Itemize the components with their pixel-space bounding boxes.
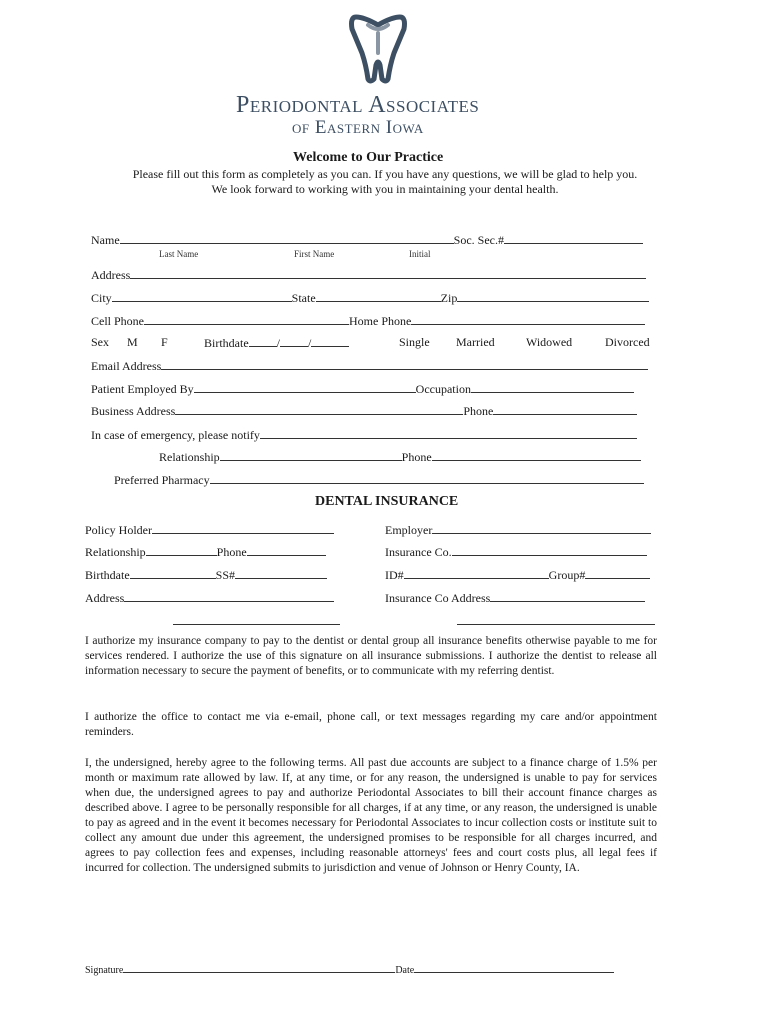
sex-f-option[interactable]: F — [161, 335, 168, 349]
single-option[interactable]: Single — [399, 335, 430, 349]
widowed-option[interactable]: Widowed — [526, 335, 573, 349]
intro-line-1: Please fill out this form as completely as you can. If you have any questions, we will be glad to help you. — [132, 167, 638, 181]
authorization-paragraph: I authorize my insurance company to pay to the dentist or dental group all insurance benefits otherwise payable to me for services rendered. I authorize the use of this signature on all insurance submissions. I authorize the dentist to release all information necessary to secure the payment of benefits, or to communicate with my referring dentist. — [85, 635, 657, 677]
soc-sec-label: Soc. Sec.# — [453, 233, 504, 247]
date-label: Date — [395, 965, 415, 976]
id-group-row[interactable] — [385, 567, 650, 583]
insurance-address-label: Address — [85, 591, 125, 605]
pharmacy-label: Preferred Pharmacy — [114, 473, 210, 487]
name-label: Name — [91, 233, 120, 247]
contact-authorization-paragraph: I authorize the office to contact me via e-email, phone call, or text messages regarding my care and/or appointment reminders. — [85, 711, 657, 738]
id-label: ID# — [385, 568, 404, 582]
insurance-co-address-field[interactable] — [385, 590, 645, 606]
emergency-relationship-label: Relationship — [159, 450, 220, 464]
email-label: Email Address — [91, 359, 162, 373]
group-label: Group# — [548, 568, 586, 582]
city-state-zip-row[interactable] — [91, 290, 649, 306]
insurance-heading: DENTAL INSURANCE — [315, 494, 459, 509]
policy-holder-label: Policy Holder — [85, 523, 152, 537]
tooth-logo-icon — [348, 13, 408, 85]
birthdate-field[interactable]: Birthdate / / — [204, 335, 349, 351]
insurance-birthdate-row[interactable] — [85, 567, 327, 583]
last-name-caption: Last Name — [159, 249, 199, 259]
financial-terms-paragraph: I, the undersigned, hereby agree to the following terms. All past due accounts are subject to a finance charge of 1.5% per month or maximum rate allowed by law. If, at any time, or for any reason, the undersigned is unable to pay for services when due, the undersigned agrees to pay and authorize Periodontal Associates to bill their account finance charges as described above. I agree to be personally responsible for all charges, if at any time, or any reason, the undersigned is unable to pay as agreed and in the event it becomes necessary for Periodontal Associates to incur collection costs or institute suit to collect any amount due under this agreement, the undersigned promises to be responsible for all charges incurred, and agrees to pay collection fees and expenses, including reasonable attorneys' fees and court costs plus, all legal fees if incurred for collection. The undersigned submits to jurisdiction and venue of Johnson or Henry County, IA. — [85, 757, 657, 874]
employed-by-label: Patient Employed By — [91, 382, 194, 396]
phone-row[interactable] — [91, 313, 645, 329]
cell-phone-label: Cell Phone — [91, 314, 144, 328]
insurance-address-field[interactable] — [85, 590, 334, 606]
first-name-caption: First Name — [294, 249, 335, 259]
employer-field[interactable] — [385, 522, 651, 538]
policy-holder-field[interactable] — [85, 522, 334, 538]
birthdate-label: Birthdate — [204, 336, 249, 350]
city-label: City — [91, 291, 112, 305]
name-field[interactable] — [91, 232, 643, 248]
initial-caption: Initial — [409, 249, 431, 259]
email-field[interactable] — [91, 358, 648, 374]
divorced-option[interactable]: Divorced — [605, 335, 650, 349]
insurance-phone-label: Phone — [216, 545, 247, 559]
emergency-field[interactable] — [91, 427, 637, 443]
state-label: State — [291, 291, 316, 305]
sex-label: Sex — [91, 335, 109, 349]
intro-line-2: We look forward to working with you in maintaining your dental health. — [211, 182, 559, 196]
business-address-label: Business Address — [91, 404, 176, 418]
home-phone-label: Home Phone — [349, 314, 412, 328]
insurance-co-address-line-2[interactable] — [457, 613, 655, 625]
business-row[interactable] — [91, 403, 637, 419]
logo-line-1: Periodontal Associates — [236, 92, 480, 118]
signature-label: Signature — [85, 965, 124, 976]
page-title: Welcome to Our Practice — [293, 150, 444, 165]
employer-label: Employer — [385, 523, 433, 537]
pharmacy-field[interactable] — [114, 472, 644, 488]
ss-label: SS# — [215, 568, 236, 582]
employment-row[interactable] — [91, 381, 634, 397]
married-option[interactable]: Married — [456, 335, 495, 349]
occupation-label: Occupation — [415, 382, 471, 396]
insurance-birthdate-label: Birthdate — [85, 568, 130, 582]
emergency-relationship-row[interactable] — [159, 449, 641, 465]
logo-line-2: of Eastern Iowa — [292, 117, 424, 138]
signature-row[interactable] — [85, 963, 614, 976]
emergency-label: In case of emergency, please notify — [91, 428, 260, 442]
address-field[interactable] — [91, 267, 646, 283]
insurance-co-address-label: Insurance Co Address — [385, 591, 491, 605]
insurance-relationship-label: Relationship — [85, 545, 146, 559]
insurance-address-line-2[interactable] — [173, 613, 340, 625]
insurance-relationship-row[interactable] — [85, 544, 326, 560]
business-phone-label: Phone — [463, 404, 494, 418]
address-label: Address — [91, 268, 131, 282]
insurance-co-label: Insurance Co. — [385, 545, 452, 559]
zip-label: Zip — [440, 291, 458, 305]
insurance-co-field[interactable] — [385, 544, 647, 560]
sex-m-option[interactable]: M — [127, 335, 138, 349]
emergency-phone-label: Phone — [401, 450, 432, 464]
